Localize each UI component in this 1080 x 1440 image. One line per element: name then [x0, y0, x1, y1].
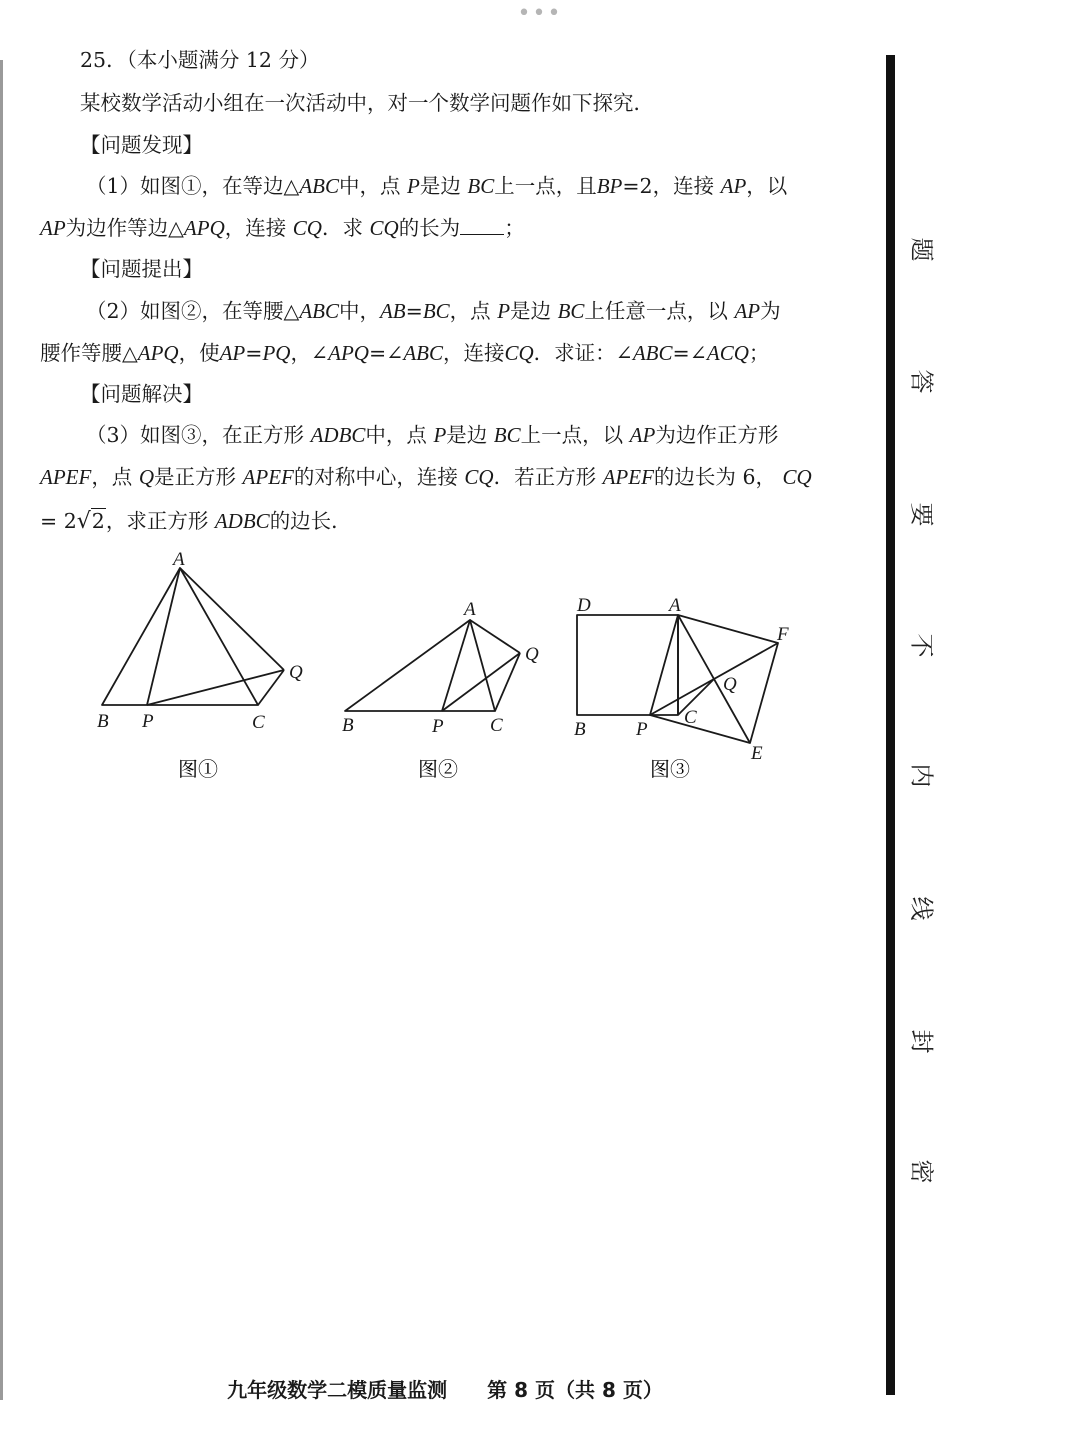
figure-1	[102, 568, 284, 705]
part2-line2: 腰作等腰△APQ，使AP=PQ，∠APQ=∠ABC，连接CQ．求证：∠ABC=∠ACQ；	[40, 341, 770, 365]
fig2-label-q: Q	[525, 644, 539, 665]
fig1-segment-ap	[147, 568, 180, 705]
fig1-label-c: C	[252, 712, 265, 733]
figure-3	[577, 615, 778, 743]
figure-2	[345, 620, 520, 711]
binding-char: 答	[907, 369, 936, 394]
part3-line2: APEF，点 Q是正方形 APEF的对称中心，连接 CQ．若正方形 APEF的边长为 6， CQ	[40, 465, 812, 489]
binding-char: 内	[907, 763, 936, 788]
binding-char: 题	[907, 237, 936, 262]
question-header: 25．（本小题满分 12 分）	[80, 48, 320, 72]
question-intro: 某校数学活动小组在一次活动中，对一个数学问题作如下探究．	[80, 91, 654, 115]
page-footer: 九年级数学二模质量监测 第 8 页（共 8 页）	[227, 1378, 663, 1402]
fig3-caption: 图③	[650, 759, 690, 781]
section-solution-title: 【问题解决】	[80, 382, 203, 406]
fig2-label-c: C	[490, 715, 503, 736]
fig2-triangle-abc	[345, 620, 495, 711]
fig3-label-c: C	[684, 707, 697, 728]
fig3-label-b: B	[574, 719, 586, 740]
fig2-label-a: A	[464, 599, 476, 620]
top-dots: •••	[517, 1, 563, 26]
fig3-label-e: E	[751, 743, 763, 764]
binding-char: 封	[907, 1029, 936, 1054]
binding-char: 密	[907, 1159, 936, 1184]
fig1-segment-aq	[180, 568, 284, 670]
fig3-label-p: P	[636, 719, 648, 740]
part3-line1: （3）如图③，在正方形 ADBC中，点 P是边 BC上一点，以 AP为边作正方形	[86, 423, 779, 447]
fig1-triangle-abc	[102, 568, 258, 705]
fig2-label-b: B	[342, 715, 354, 736]
fig3-square-adbc	[577, 615, 678, 715]
fig1-label-q: Q	[289, 662, 303, 683]
part2-line1: （2）如图②，在等腰△ABC中，AB=BC，点 P是边 BC上任意一点，以 AP为	[86, 299, 781, 323]
binding-line	[886, 55, 895, 1395]
binding-char: 要	[907, 502, 936, 527]
binding-char: 线	[907, 896, 936, 921]
fig3-label-a: A	[669, 595, 681, 616]
binding-char: 不	[907, 633, 936, 658]
fig1-label-p: P	[142, 711, 154, 732]
figures-panel	[80, 545, 840, 795]
answer-blank	[460, 216, 504, 235]
fig1-label-a: A	[173, 549, 185, 570]
page-left-edge	[0, 60, 3, 1400]
part1-line1: （1）如图①，在等边△ABC中，点 P是边 BC上一点，且BP=2，连接 AP，以	[86, 174, 788, 198]
fig2-label-p: P	[432, 716, 444, 737]
fig2-labels	[342, 599, 539, 737]
fig1-caption: 图①	[178, 759, 218, 781]
fig3-label-d: D	[577, 595, 591, 616]
part3-line3: = 2√2，求正方形 ADBC的边长．	[40, 509, 352, 534]
fig3-label-f: F	[777, 624, 789, 645]
fig2-caption: 图②	[418, 759, 458, 781]
section-proposal-title: 【问题提出】	[80, 257, 203, 281]
fig1-segment-pq	[147, 670, 284, 705]
section-discovery-title: 【问题发现】	[80, 133, 203, 157]
fig3-label-q: Q	[723, 674, 737, 695]
fig2-segment-ap	[442, 620, 470, 711]
part1-line2: AP为边作等边△APQ，连接 CQ．求 CQ的长为 ；	[40, 216, 525, 240]
fig1-label-b: B	[97, 711, 109, 732]
